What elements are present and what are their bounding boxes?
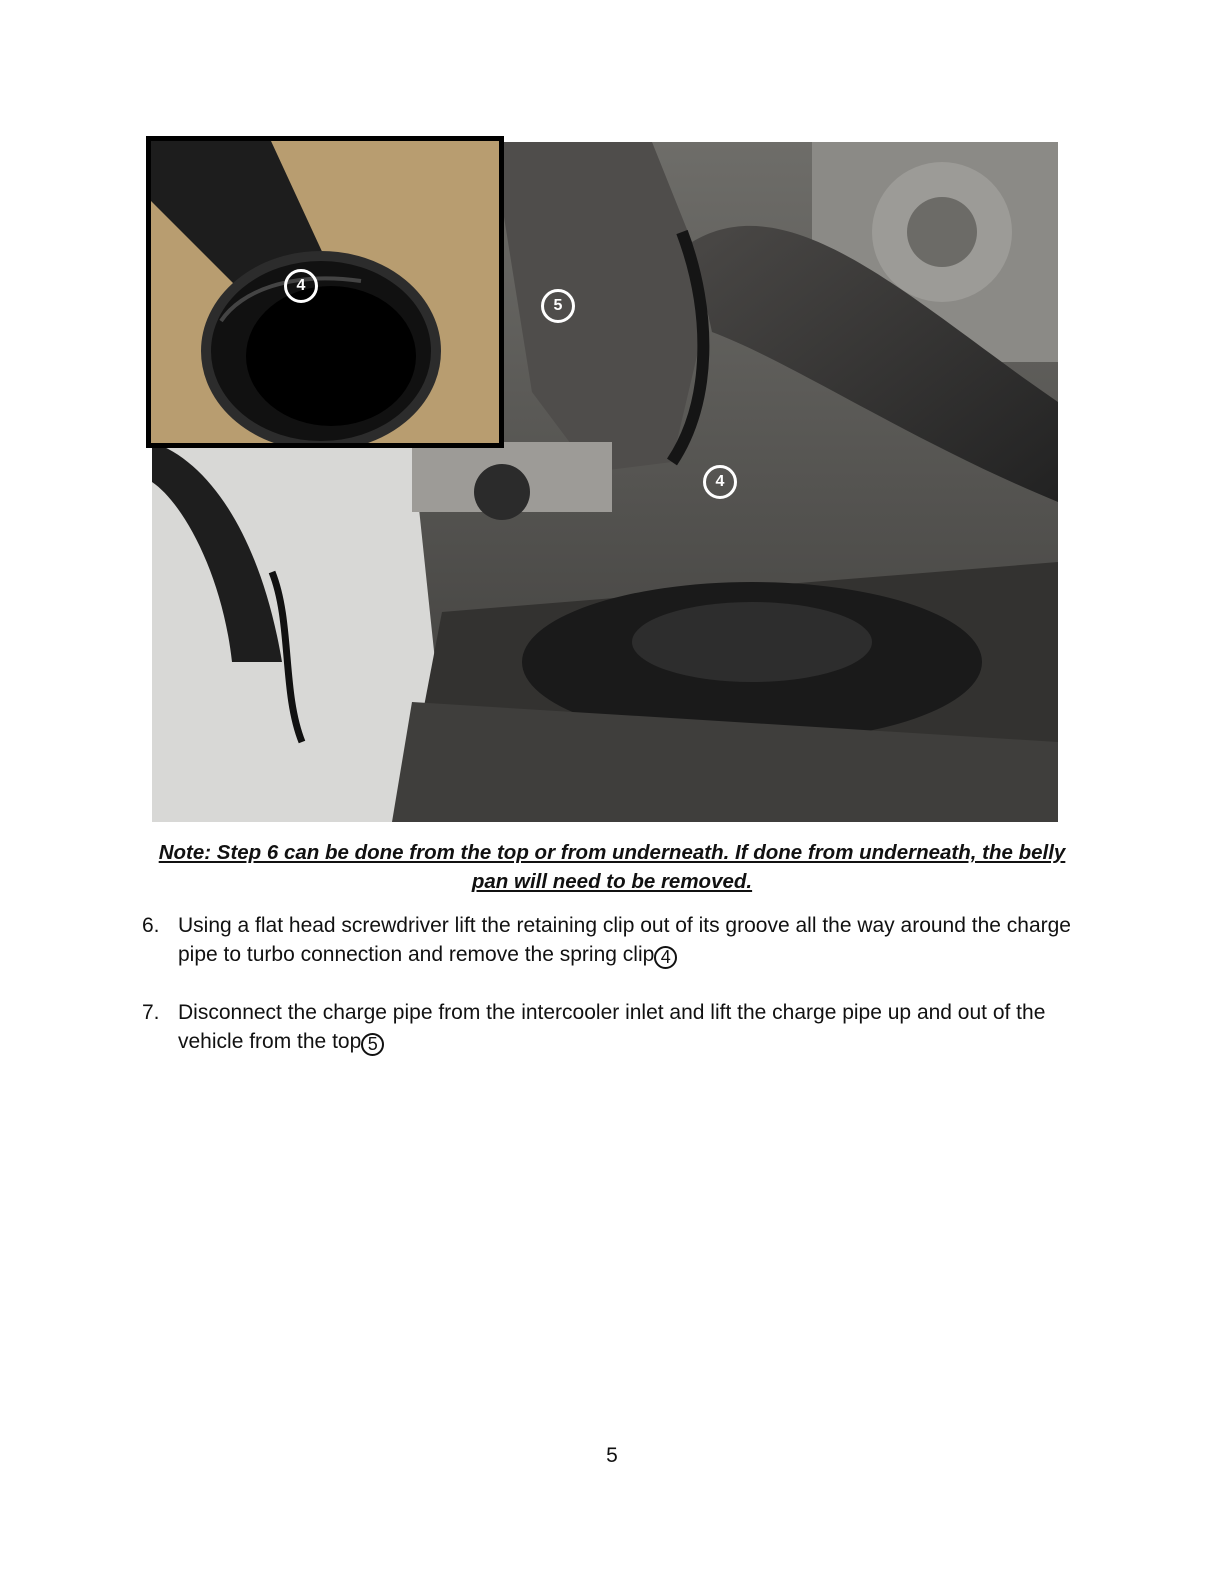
step-7 <box>142 998 1082 1056</box>
reference-circle-4: 4 <box>654 946 677 969</box>
step-number: 6. <box>142 914 160 937</box>
reference-circle-5: 5 <box>361 1033 384 1056</box>
inset-callout-4: 4 <box>284 269 318 303</box>
spring-clip-illustration <box>151 141 499 443</box>
page-number: 5 <box>606 1444 618 1467</box>
step-text: Using a flat head screwdriver lift the retaining clip out of its groove all the way around the charge pipe to turbo connection and remove the spring clip <box>178 914 1071 966</box>
step-6 <box>142 911 1082 969</box>
note-text: Note: Step 6 can be done from the top or from underneath. If done from underneath, the belly pan will need to be removed. <box>158 841 1066 893</box>
callout-4: 4 <box>703 465 737 499</box>
step-text: Disconnect the charge pipe from the intercooler inlet and lift the charge pipe up and out of the vehicle from the top <box>178 1001 1046 1053</box>
step-number: 7. <box>142 1001 160 1024</box>
steps-list <box>142 911 1082 1085</box>
inset-photo-spring-clip <box>146 136 504 448</box>
callout-5: 5 <box>541 289 575 323</box>
